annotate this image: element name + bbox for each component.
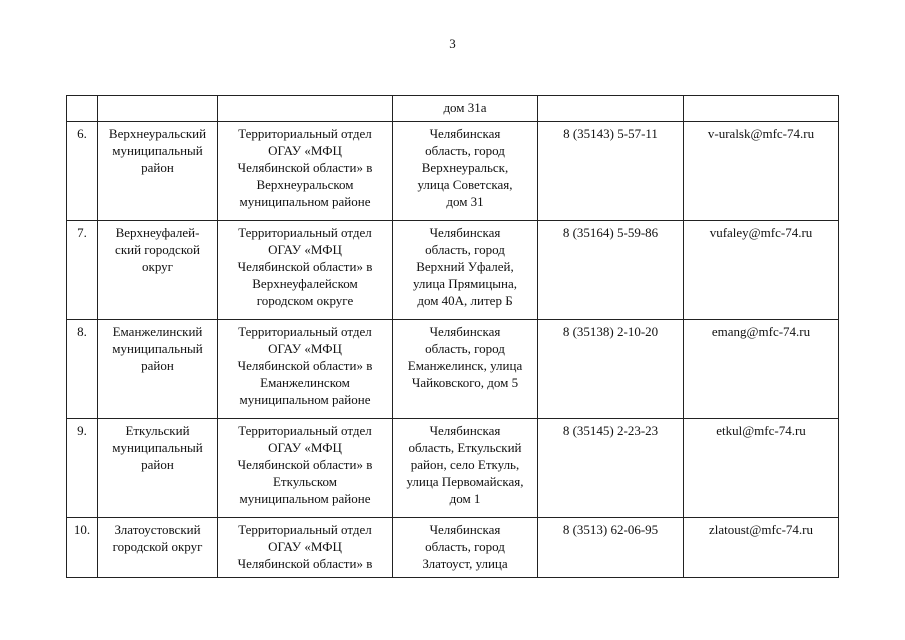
address-line: улица Первомайская, xyxy=(406,474,524,489)
cell-email: emang@mfc-74.ru xyxy=(684,320,839,419)
address-line: область, город xyxy=(425,341,505,356)
municipality-line: район xyxy=(141,457,174,472)
cell-municipality xyxy=(98,221,218,320)
office-line: Верхнеуральском xyxy=(256,177,354,192)
office-line: Территориальный отдел xyxy=(238,126,372,141)
cell-office xyxy=(218,518,393,578)
address-line: область, город xyxy=(425,143,505,158)
address-line: Челябинская xyxy=(429,126,501,141)
cell-office xyxy=(218,419,393,518)
municipality-line: муниципальный xyxy=(112,440,203,455)
cell-address xyxy=(393,419,538,518)
address-line: область, город xyxy=(425,539,505,554)
address-line: улица Прямицына, xyxy=(412,276,518,291)
cell-num: 7. xyxy=(67,221,98,320)
address-line: область, город xyxy=(425,242,505,257)
address-line: дом 31 xyxy=(446,194,484,209)
table-row-continuation xyxy=(67,96,839,122)
municipality-line: Еткульский xyxy=(125,423,190,438)
municipality-line: городской округ xyxy=(112,539,203,554)
address-line: дом 40А, литер Б xyxy=(417,293,513,308)
address-line: Чайковского, дом 5 xyxy=(411,375,519,390)
municipality-line: район xyxy=(141,358,174,373)
cell-address xyxy=(393,320,538,419)
cell-num: 6. xyxy=(67,122,98,221)
address-line: Челябинская xyxy=(429,225,501,240)
office-line: Территориальный отдел xyxy=(238,423,372,438)
office-line: Территориальный отдел xyxy=(238,324,372,339)
cell-address xyxy=(393,122,538,221)
municipality-line: округ xyxy=(142,259,173,274)
office-line: муниципальном районе xyxy=(239,392,371,407)
office-line: ОГАУ «МФЦ xyxy=(268,440,342,455)
cell-office xyxy=(218,221,393,320)
municipality-line: Верхнеуфалей- xyxy=(115,225,200,240)
table-row xyxy=(67,122,839,221)
cell-office xyxy=(218,96,393,122)
office-line: Челябинской области» в xyxy=(237,556,373,571)
cell-municipality xyxy=(98,96,218,122)
mfc-offices-table xyxy=(66,95,839,578)
cell-email: etkul@mfc-74.ru xyxy=(684,419,839,518)
cell-municipality xyxy=(98,518,218,578)
cell-phone: 8 (35138) 2-10-20 xyxy=(538,320,684,419)
cell-phone: 8 (3513) 62-06-95 xyxy=(538,518,684,578)
cell-num: 8. xyxy=(67,320,98,419)
municipality-line: Еманжелинский xyxy=(112,324,203,339)
office-line: Челябинской области» в xyxy=(237,358,373,373)
office-line: муниципальном районе xyxy=(239,194,371,209)
office-line: Верхнеуфалейском xyxy=(252,276,358,291)
office-line: Еткульском xyxy=(272,474,337,489)
cell-phone: 8 (35145) 2-23-23 xyxy=(538,419,684,518)
municipality-line: район xyxy=(141,160,174,175)
page-number: 3 xyxy=(449,36,456,51)
cell-municipality xyxy=(98,320,218,419)
municipality-line: муниципальный xyxy=(112,143,203,158)
cell-office xyxy=(218,320,393,419)
address-line: Еманжелинск, улица xyxy=(407,358,523,373)
office-line: муниципальном районе xyxy=(239,491,371,506)
cell-num xyxy=(67,96,98,122)
office-line: Территориальный отдел xyxy=(238,522,372,537)
cell-num: 9. xyxy=(67,419,98,518)
municipality-line: ский городской xyxy=(115,242,200,257)
table-row xyxy=(67,518,839,578)
address-line: Верхний Уфалей, xyxy=(416,259,514,274)
address-line: Челябинская xyxy=(429,522,501,537)
municipality-line: муниципальный xyxy=(112,341,203,356)
office-line: ОГАУ «МФЦ xyxy=(268,341,342,356)
municipality-line: Верхнеуральский xyxy=(108,126,207,141)
address-line: Верхнеуральск, xyxy=(421,160,509,175)
cell-municipality xyxy=(98,419,218,518)
cell-phone xyxy=(538,96,684,122)
address-line: область, Еткульский xyxy=(408,440,522,455)
address-line: район, село Еткуль, xyxy=(410,457,520,472)
cell-address xyxy=(393,221,538,320)
office-line: городском округе xyxy=(256,293,354,308)
office-line: Еманжелинском xyxy=(260,375,350,390)
office-line: ОГАУ «МФЦ xyxy=(268,242,342,257)
cell-email: vufaley@mfc-74.ru xyxy=(684,221,839,320)
office-line: ОГАУ «МФЦ xyxy=(268,539,342,554)
table-row xyxy=(67,320,839,419)
address-line: дом 1 xyxy=(449,491,481,506)
cell-email: zlatoust@mfc-74.ru xyxy=(684,518,839,578)
office-line: Челябинской области» в xyxy=(237,160,373,175)
municipality-line: Златоустовский xyxy=(114,522,201,537)
cell-municipality xyxy=(98,122,218,221)
cell-address: дом 31а xyxy=(393,96,538,122)
office-line: Челябинской области» в xyxy=(237,457,373,472)
cell-num: 10. xyxy=(67,518,98,578)
cell-phone: 8 (35143) 5-57-11 xyxy=(538,122,684,221)
cell-email: v-uralsk@mfc-74.ru xyxy=(684,122,839,221)
office-line: ОГАУ «МФЦ xyxy=(268,143,342,158)
table-row xyxy=(67,419,839,518)
address-line: Челябинская xyxy=(429,423,501,438)
cell-email xyxy=(684,96,839,122)
office-line: Территориальный отдел xyxy=(238,225,372,240)
address-line: улица Советская, xyxy=(417,177,513,192)
address-line: Златоуст, улица xyxy=(422,556,508,571)
cell-address xyxy=(393,518,538,578)
table-row xyxy=(67,221,839,320)
address-line: Челябинская xyxy=(429,324,501,339)
cell-phone: 8 (35164) 5-59-86 xyxy=(538,221,684,320)
cell-office xyxy=(218,122,393,221)
office-line: Челябинской области» в xyxy=(237,259,373,274)
